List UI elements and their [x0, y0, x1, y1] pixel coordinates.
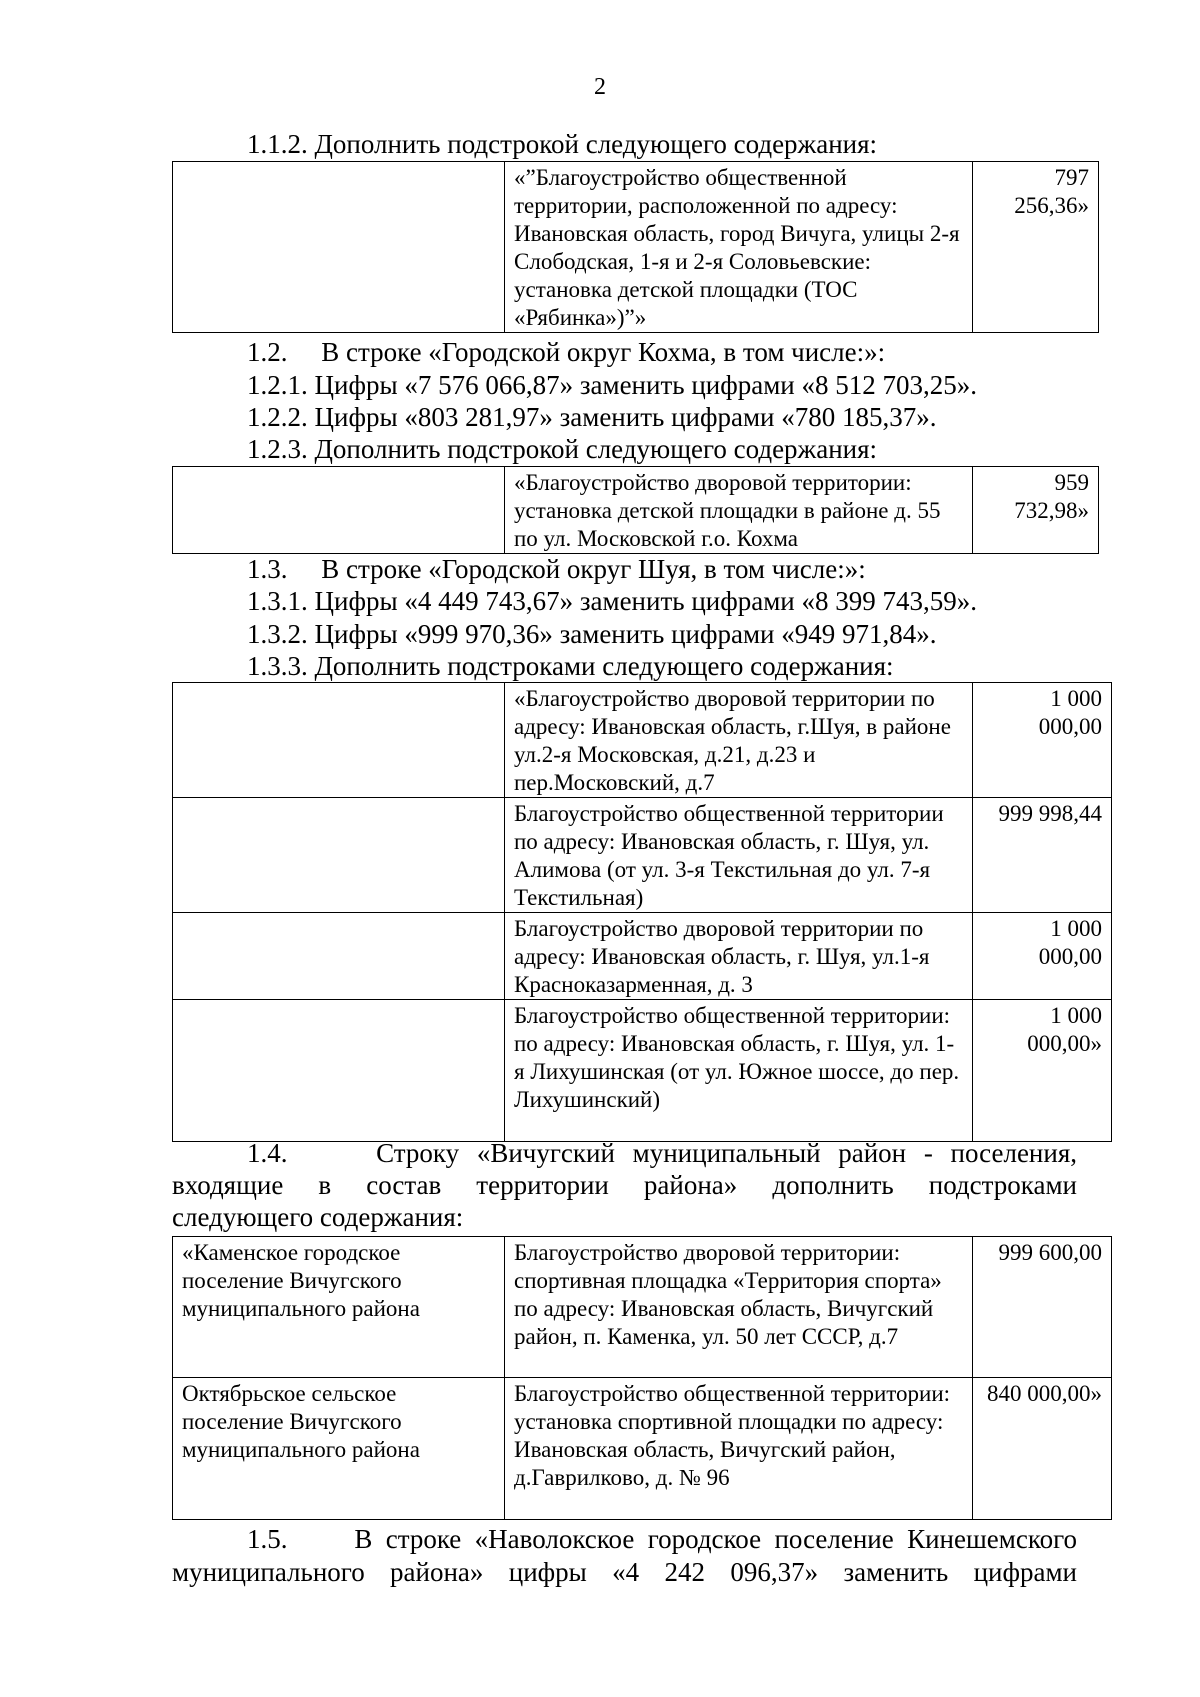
clause-1-4-line2: входящие в состав территории района» дополнить подстроками — [172, 1170, 1077, 1200]
table-cell-col2: «Благоустройство дворовой территории: установка детской площадки в районе д. 55 по ул. Московской г.о. Кохма — [505, 467, 973, 554]
clause-1-5-line2: муниципального района» цифры «4 242 096,37» заменить цифрами — [172, 1557, 1077, 1587]
clause-1-4-line1: 1.4. Строку «Вичугский муниципальный район - поселения, — [247, 1138, 1077, 1168]
table-cell-col1: Октябрьское сельское поселение Вичугского муниципального района — [173, 1378, 505, 1520]
table-cell-col1 — [173, 913, 505, 1000]
clause-1-2-3: 1.2.3. Дополнить подстрокой следующего содержания: — [247, 434, 878, 464]
clause-1-3-2: 1.3.2. Цифры «999 970,36» заменить цифрами «949 971,84». — [247, 619, 937, 649]
table-row — [173, 162, 1099, 333]
clause-1-2-2: 1.2.2. Цифры «803 281,97» заменить цифрами «780 185,37». — [247, 402, 937, 432]
table-cell-col2: Благоустройство дворовой территории: спортивная площадка «Территория спорта» по адресу: Ивановская область, Вичугский район, п. Каменка, ул. 50 лет СССР, д.7 — [505, 1237, 973, 1378]
clause-1-3: 1.3. В строке «Городской округ Шуя, в том числе:»: — [247, 554, 866, 584]
table-cell-col1 — [173, 683, 505, 798]
clause-1-2-1: 1.2.1. Цифры «7 576 066,87» заменить цифрами «8 512 703,25». — [247, 370, 977, 400]
table-cell-col3: 999 600,00 — [973, 1237, 1112, 1378]
clause-1-4-line3: следующего содержания: — [172, 1202, 464, 1232]
table-1-3-3 — [172, 682, 1112, 1142]
table-cell-col2: «”Благоустройство общественной территории, расположенной по адресу: Ивановская область, город Вичуга, улицы 2-я Слободская, 1-я и 2-я Соловьевские: установка детской площадки (ТОС «Рябинка»)”» — [505, 162, 973, 333]
table-cell-col1 — [173, 162, 505, 333]
table-row — [173, 1378, 1112, 1520]
table-row — [173, 1237, 1112, 1378]
clause-1-3-1: 1.3.1. Цифры «4 449 743,67» заменить цифрами «8 399 743,59». — [247, 586, 977, 616]
table-row — [173, 1000, 1112, 1142]
table-row — [173, 798, 1112, 913]
table-cell-col3: 1 000 000,00 — [973, 913, 1112, 1000]
table-cell-col3: 1 000 000,00» — [973, 1000, 1112, 1142]
table-cell-col1 — [173, 1000, 505, 1142]
table-cell-col3: 797 256,36» — [973, 162, 1099, 333]
table-cell-col2: «Благоустройство дворовой территории по адресу: Ивановская область, г.Шуя, в районе ул.2-я Московская, д.21, д.23 и пер.Московский, д.7 — [505, 683, 973, 798]
table-row — [173, 683, 1112, 798]
table-cell-col1 — [173, 798, 505, 913]
table-cell-col1: «Каменское городское поселение Вичугского муниципального района — [173, 1237, 505, 1378]
table-cell-col3: 1 000 000,00 — [973, 683, 1112, 798]
table-cell-col3: 999 998,44 — [973, 798, 1112, 913]
table-1-1-2 — [172, 161, 1099, 333]
table-cell-col3: 959 732,98» — [973, 467, 1099, 554]
table-cell-col3: 840 000,00» — [973, 1378, 1112, 1520]
table-cell-col2: Благоустройство общественной территории: установка спортивной площадки по адресу: Ивановская область, Вичугский район, д.Гаврилково, д. № 96 — [505, 1378, 973, 1520]
table-cell-col2: Благоустройство общественной территории по адресу: Ивановская область, г. Шуя, ул. Алимова (от ул. 3-я Текстильная до ул. 7-я Текстильная) — [505, 798, 973, 913]
clause-1-3-3: 1.3.3. Дополнить подстроками следующего содержания: — [247, 651, 894, 681]
clause-1-2: 1.2. В строке «Городской округ Кохма, в том числе:»: — [247, 337, 886, 367]
table-cell-col1 — [173, 467, 505, 554]
table-1-4 — [172, 1236, 1112, 1520]
clause-1-1-2: 1.1.2. Дополнить подстрокой следующего содержания: — [247, 129, 878, 159]
page-number: 2 — [594, 74, 606, 100]
table-cell-col2: Благоустройство общественной территории: по адресу: Ивановская область, г. Шуя, ул. 1-я Лихушинская (от ул. Южное шоссе, до пер. Лихушинский) — [505, 1000, 973, 1142]
table-1-2-3 — [172, 466, 1099, 554]
clause-1-5-line1: 1.5. В строке «Наволокское городское поселение Кинешемского — [247, 1524, 1077, 1554]
table-row — [173, 467, 1099, 554]
table-cell-col2: Благоустройство дворовой территории по адресу: Ивановская область, г. Шуя, ул.1-я Красноказарменная, д. 3 — [505, 913, 973, 1000]
table-row — [173, 913, 1112, 1000]
